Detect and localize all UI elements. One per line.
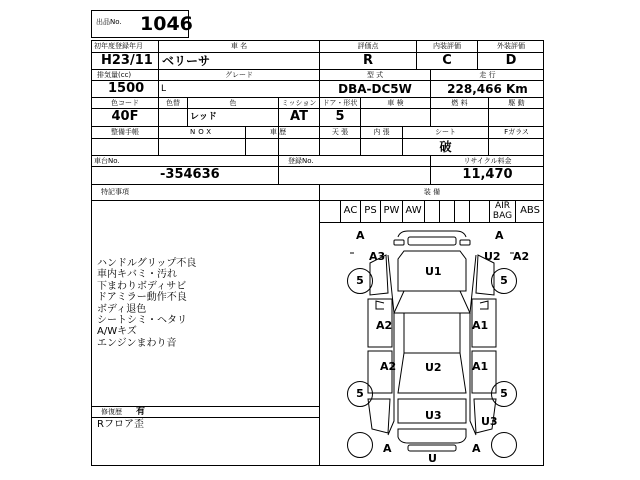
damage-front-left-fender: A3 [369, 250, 386, 263]
transmission-value: AT [290, 109, 308, 124]
fuel-label: 燃 料 [451, 99, 468, 107]
interior-value: C [442, 53, 452, 68]
tire-spare-left [347, 432, 373, 458]
manual-label: 整備手帳 [111, 128, 139, 136]
inspection-label: 車 検 [387, 99, 404, 107]
roof [404, 313, 460, 353]
exterior-label: 外装評価 [497, 42, 525, 50]
rear-bumper [398, 429, 466, 443]
damage-center: U2 [425, 361, 442, 374]
equipment-blank-3 [455, 200, 470, 222]
remark-line: エンジンまわり音 [97, 337, 177, 349]
displacement-value: 1500 [108, 81, 145, 96]
equipment-blank-2 [440, 200, 455, 222]
damage-trunk: U3 [425, 409, 442, 422]
color-code-label: 色コード [111, 99, 139, 107]
front-grille [408, 237, 456, 245]
grade-label: グレード [225, 71, 253, 79]
color-swap-label: 色替 [166, 99, 180, 107]
remark-line: シートシミ・ヘタリ [97, 315, 187, 327]
tire-rear-right: 5 [491, 381, 517, 407]
remark-line: ドアミラー動作不良 [97, 292, 187, 304]
equipment-ps: PS [361, 200, 381, 222]
drive-label: 駆 動 [508, 99, 525, 107]
chassis-value: -354636 [160, 167, 220, 182]
listing-number-box [91, 10, 193, 38]
equipment-label: 装 備 [423, 188, 441, 196]
color-value: レッド [190, 112, 217, 122]
remark-line: ハンドルグリップ不良 [97, 258, 197, 269]
repair-value: 有 [136, 407, 146, 417]
reg-no-label: 登録No. [288, 157, 314, 165]
damage-rear-right: U3 [481, 415, 498, 428]
score-label: 評価点 [357, 42, 379, 50]
recycle-label: リサイクル料金 [463, 157, 512, 165]
displacement-label: 排気量(cc) [97, 71, 132, 79]
color-label: 色 [229, 99, 237, 107]
damage-front-right-fender: U2 [484, 250, 501, 263]
listing-number: 1046 [140, 13, 193, 35]
damage-rear-right-corner: A [472, 442, 481, 455]
remark-line: 下まわりボディサビ [97, 280, 187, 292]
equipment-spacer [319, 200, 341, 222]
damage-left-rear-door: A2 [380, 360, 397, 373]
color-code-value: 40F [111, 109, 139, 124]
equipment-ac: AC [341, 200, 361, 222]
ceiling-label: 天 張 [331, 128, 349, 136]
repair-detail: Rフロア歪 [97, 419, 144, 430]
model-label: 型 式 [366, 71, 384, 79]
windshield [394, 291, 470, 313]
grade-value: L [161, 84, 167, 94]
f-glass-label: Fガラス [504, 128, 529, 136]
seat-label: シート [435, 128, 456, 136]
score-value: R [362, 53, 373, 68]
remarks-list [97, 258, 317, 349]
listing-number-label: 出品No. [96, 18, 122, 26]
car-diagram [320, 223, 544, 466]
damage-front-left-corner: A [356, 229, 365, 242]
equipment-abs: ABS [520, 205, 540, 216]
damage-right-rear-door: A1 [472, 360, 489, 373]
interior-trim-label: 内 張 [373, 128, 390, 136]
damage-front-right-corner: A [495, 229, 504, 242]
doors-value: 5 [335, 109, 345, 124]
tire-front-right: 5 [491, 268, 517, 294]
exterior-value: D [505, 53, 517, 68]
nox-label: NOX [189, 128, 215, 136]
equipment-aw: AW [403, 200, 425, 222]
repair-label: 修復歴 [101, 408, 122, 416]
damage-rear-left-corner: A [383, 442, 392, 455]
damage-front-right-wheel-area: A2 [513, 250, 530, 263]
equipment-blank-1 [425, 200, 440, 222]
damage-roof-front: U1 [425, 265, 442, 278]
mileage-label: 走 行 [479, 71, 496, 79]
tire-spare-right [491, 432, 517, 458]
tire-rear-left: 5 [347, 381, 373, 407]
equipment-airbag: AIR BAG [490, 200, 516, 222]
front-bumper [398, 231, 466, 237]
remark-line: 車内キバミ・汚れ [97, 269, 177, 281]
chassis-label: 車台No. [94, 157, 120, 165]
history-label: 車 歴 [269, 128, 287, 136]
left-rear-fender [368, 399, 390, 433]
remark-line: ボディ退色 [97, 303, 147, 315]
first-reg-label: 初年度登録年月 [94, 42, 143, 50]
tire-front-left: 5 [347, 268, 373, 294]
remarks-label: 特記事項 [101, 188, 129, 196]
seat-value: 破 [439, 140, 452, 154]
car-name-label: 車 名 [230, 42, 248, 50]
damage-rear-bottom: U [428, 452, 437, 465]
model-value: DBA-DC5W [338, 82, 412, 96]
transmission-label: ミッション [281, 99, 317, 107]
interior-label: 内装評価 [433, 42, 461, 50]
mileage-value: 228,466 Km [447, 82, 528, 96]
doors-label: ドア・形状 [322, 99, 358, 107]
damage-left-front-door: A2 [376, 319, 393, 332]
damage-right-front-door: A1 [472, 319, 489, 332]
equipment-pw: PW [381, 200, 403, 222]
equipment-blank-4 [470, 200, 490, 222]
first-reg-value: H23/11 [101, 53, 153, 68]
remark-line: A/Wキズ [97, 326, 137, 338]
car-name-value: ベリーサ [162, 54, 211, 68]
recycle-value: 11,470 [462, 167, 513, 182]
